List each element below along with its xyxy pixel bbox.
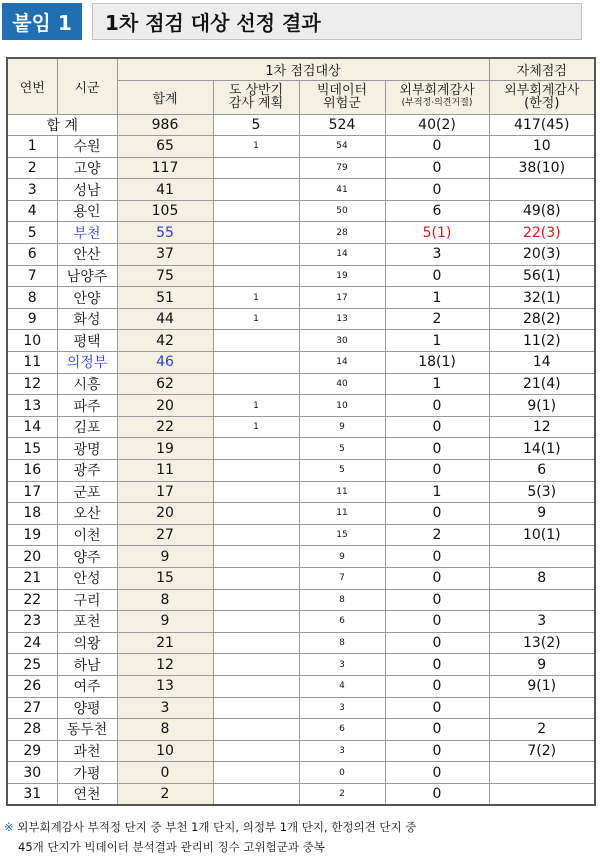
row-bigdata: 14 [299, 244, 385, 266]
row-province [213, 157, 299, 179]
row-no: 19 [7, 524, 57, 546]
row-no: 17 [7, 481, 57, 503]
col-header-external-audit [385, 80, 489, 114]
row-external: 1 [385, 287, 489, 309]
row-bigdata: 17 [299, 287, 385, 309]
row-no: 11 [7, 352, 57, 374]
row-province [213, 654, 299, 676]
row-bigdata: 28 [299, 222, 385, 244]
col-header-city: 시군 [57, 58, 117, 114]
row-external: 0 [385, 611, 489, 633]
row-province: 1 [213, 416, 299, 438]
table-row [7, 438, 595, 460]
row-no: 21 [7, 567, 57, 589]
table-row [7, 675, 595, 697]
external-audit-line2: (부적정·의견거절) [401, 98, 473, 108]
row-self: 14(1) [489, 438, 595, 460]
row-province [213, 244, 299, 266]
row-external: 0 [385, 783, 489, 805]
row-bigdata: 6 [299, 719, 385, 741]
sum-external: 40(2) [385, 114, 489, 136]
table-row [7, 481, 595, 503]
row-no: 22 [7, 589, 57, 611]
row-external: 0 [385, 136, 489, 158]
table-row [7, 308, 595, 330]
row-city: 의정부 [57, 352, 117, 374]
table-row [7, 287, 595, 309]
row-no: 10 [7, 330, 57, 352]
row-no: 15 [7, 438, 57, 460]
table-row [7, 222, 595, 244]
table-row [7, 567, 595, 589]
row-external: 0 [385, 697, 489, 719]
row-no: 13 [7, 395, 57, 417]
col-group-self-check: 자체점검 [489, 58, 595, 80]
row-external: 1 [385, 481, 489, 503]
row-self [489, 697, 595, 719]
row-bigdata: 6 [299, 611, 385, 633]
footnote-text1: 외부회계감사 부적정 단지 중 부천 1개 단지, 의정부 1개 단지, 한정의견 단지 중 [17, 820, 417, 834]
row-bigdata: 0 [299, 762, 385, 784]
row-no: 9 [7, 308, 57, 330]
row-province [213, 352, 299, 374]
row-no: 14 [7, 416, 57, 438]
row-no: 1 [7, 136, 57, 158]
row-city: 과천 [57, 740, 117, 762]
table-row [7, 524, 595, 546]
province-audit-line2: 감사 계획 [228, 96, 284, 111]
row-city: 광주 [57, 460, 117, 482]
row-total: 65 [117, 136, 213, 158]
row-self: 6 [489, 460, 595, 482]
col-header-self-audit [489, 80, 595, 114]
row-external: 0 [385, 719, 489, 741]
row-city: 동두천 [57, 719, 117, 741]
row-city: 남양주 [57, 265, 117, 287]
row-province [213, 481, 299, 503]
row-total: 20 [117, 503, 213, 525]
row-self: 11(2) [489, 330, 595, 352]
row-bigdata: 40 [299, 373, 385, 395]
row-city: 포천 [57, 611, 117, 633]
row-bigdata: 9 [299, 546, 385, 568]
row-external: 0 [385, 460, 489, 482]
row-no: 8 [7, 287, 57, 309]
row-province [213, 265, 299, 287]
row-self: 10(1) [489, 524, 595, 546]
sum-self: 417(45) [489, 114, 595, 136]
row-bigdata: 11 [299, 503, 385, 525]
row-city: 군포 [57, 481, 117, 503]
row-self [489, 589, 595, 611]
sum-row [7, 114, 595, 136]
row-city: 광명 [57, 438, 117, 460]
row-province [213, 589, 299, 611]
row-no: 25 [7, 654, 57, 676]
row-self [489, 762, 595, 784]
row-city: 용인 [57, 200, 117, 222]
row-city: 김포 [57, 416, 117, 438]
row-province [213, 740, 299, 762]
row-province [213, 524, 299, 546]
appendix-badge: 붙임 1 [2, 3, 82, 40]
row-external: 18(1) [385, 352, 489, 374]
row-city: 이천 [57, 524, 117, 546]
table-row [7, 719, 595, 741]
row-total: 27 [117, 524, 213, 546]
row-bigdata: 19 [299, 265, 385, 287]
row-total: 41 [117, 179, 213, 201]
row-external: 0 [385, 589, 489, 611]
row-total: 37 [117, 244, 213, 266]
row-self [489, 179, 595, 201]
row-self: 9 [489, 654, 595, 676]
row-province [213, 438, 299, 460]
row-province [213, 567, 299, 589]
row-total: 15 [117, 567, 213, 589]
row-self [489, 546, 595, 568]
row-no: 28 [7, 719, 57, 741]
row-province [213, 611, 299, 633]
table-row [7, 200, 595, 222]
col-group-first-check: 1차 점검대상 [117, 58, 489, 80]
row-external: 1 [385, 330, 489, 352]
table-row [7, 697, 595, 719]
row-self: 49(8) [489, 200, 595, 222]
table-row [7, 373, 595, 395]
row-self: 20(3) [489, 244, 595, 266]
row-province [213, 719, 299, 741]
row-total: 11 [117, 460, 213, 482]
row-province: 1 [213, 395, 299, 417]
row-total: 55 [117, 222, 213, 244]
row-province [213, 783, 299, 805]
row-external: 2 [385, 308, 489, 330]
row-province [213, 632, 299, 654]
row-self: 14 [489, 352, 595, 374]
row-bigdata: 7 [299, 567, 385, 589]
row-self: 10 [489, 136, 595, 158]
row-total: 19 [117, 438, 213, 460]
province-audit-line1: 도 상반기 [228, 83, 284, 98]
row-province [213, 222, 299, 244]
row-no: 5 [7, 222, 57, 244]
row-external: 0 [385, 265, 489, 287]
row-external: 0 [385, 675, 489, 697]
row-self: 38(10) [489, 157, 595, 179]
row-external: 0 [385, 503, 489, 525]
row-external: 2 [385, 524, 489, 546]
table-row [7, 589, 595, 611]
row-no: 31 [7, 783, 57, 805]
row-external: 0 [385, 654, 489, 676]
table-row [7, 783, 595, 805]
row-city: 안성 [57, 567, 117, 589]
row-total: 8 [117, 719, 213, 741]
row-total: 20 [117, 395, 213, 417]
row-province [213, 460, 299, 482]
row-external: 0 [385, 740, 489, 762]
row-no: 29 [7, 740, 57, 762]
row-province: 1 [213, 136, 299, 158]
row-city: 연천 [57, 783, 117, 805]
row-bigdata: 15 [299, 524, 385, 546]
row-external: 0 [385, 567, 489, 589]
row-no: 20 [7, 546, 57, 568]
row-province [213, 373, 299, 395]
table-row [7, 460, 595, 482]
row-city: 양주 [57, 546, 117, 568]
row-total: 10 [117, 740, 213, 762]
row-self: 2 [489, 719, 595, 741]
row-self: 9(1) [489, 395, 595, 417]
row-no: 6 [7, 244, 57, 266]
row-no: 26 [7, 675, 57, 697]
row-self: 22(3) [489, 222, 595, 244]
row-external: 5(1) [385, 222, 489, 244]
row-total: 9 [117, 546, 213, 568]
row-bigdata: 4 [299, 675, 385, 697]
row-no: 24 [7, 632, 57, 654]
row-province [213, 675, 299, 697]
table-row [7, 632, 595, 654]
row-total: 17 [117, 481, 213, 503]
row-self: 13(2) [489, 632, 595, 654]
bigdata-line1: 빅데이터 [316, 83, 368, 98]
table-row [7, 762, 595, 784]
row-city: 파주 [57, 395, 117, 417]
row-total: 117 [117, 157, 213, 179]
table-row [7, 503, 595, 525]
footnote-line2: 45개 단지가 빅데이터 분석결과 관리비 징수 고위험군과 중복 [18, 840, 325, 854]
row-external: 0 [385, 762, 489, 784]
row-bigdata: 9 [299, 416, 385, 438]
footnote [4, 817, 600, 857]
sum-province: 5 [213, 114, 299, 136]
row-self: 9 [489, 503, 595, 525]
row-total: 8 [117, 589, 213, 611]
row-bigdata: 2 [299, 783, 385, 805]
row-city: 평택 [57, 330, 117, 352]
row-external: 0 [385, 157, 489, 179]
row-external: 0 [385, 179, 489, 201]
row-total: 105 [117, 200, 213, 222]
row-total: 3 [117, 697, 213, 719]
row-total: 12 [117, 654, 213, 676]
row-bigdata: 3 [299, 697, 385, 719]
row-province [213, 200, 299, 222]
row-total: 42 [117, 330, 213, 352]
row-city: 가평 [57, 762, 117, 784]
row-external: 0 [385, 395, 489, 417]
row-external: 0 [385, 416, 489, 438]
row-bigdata: 14 [299, 352, 385, 374]
row-self: 56(1) [489, 265, 595, 287]
row-no: 23 [7, 611, 57, 633]
row-bigdata: 5 [299, 438, 385, 460]
row-city: 성남 [57, 179, 117, 201]
row-bigdata: 8 [299, 589, 385, 611]
table-row [7, 352, 595, 374]
row-external: 0 [385, 438, 489, 460]
page-title: 1차 점검 대상 선정 결과 [92, 3, 582, 40]
row-external: 6 [385, 200, 489, 222]
col-header-no: 연번 [7, 58, 57, 114]
row-no: 16 [7, 460, 57, 482]
row-total: 13 [117, 675, 213, 697]
row-bigdata: 8 [299, 632, 385, 654]
row-external: 1 [385, 373, 489, 395]
row-province [213, 179, 299, 201]
row-city: 의왕 [57, 632, 117, 654]
row-bigdata: 30 [299, 330, 385, 352]
table-row [7, 395, 595, 417]
row-self: 32(1) [489, 287, 595, 309]
row-bigdata: 5 [299, 460, 385, 482]
self-audit-line1: 외부회계감사 [504, 83, 580, 98]
row-bigdata: 10 [299, 395, 385, 417]
result-table [6, 57, 596, 806]
row-city: 여주 [57, 675, 117, 697]
row-bigdata: 41 [299, 179, 385, 201]
row-city: 시흥 [57, 373, 117, 395]
table-row [7, 265, 595, 287]
row-province [213, 503, 299, 525]
row-total: 2 [117, 783, 213, 805]
row-bigdata: 54 [299, 136, 385, 158]
row-province [213, 762, 299, 784]
table-row [7, 179, 595, 201]
row-bigdata: 79 [299, 157, 385, 179]
row-city: 수원 [57, 136, 117, 158]
row-self: 7(2) [489, 740, 595, 762]
row-total: 51 [117, 287, 213, 309]
row-city: 구리 [57, 589, 117, 611]
row-total: 21 [117, 632, 213, 654]
footnote-line1 [4, 817, 600, 837]
row-self: 5(3) [489, 481, 595, 503]
sum-bigdata: 524 [299, 114, 385, 136]
row-no: 18 [7, 503, 57, 525]
row-self [489, 783, 595, 805]
bigdata-line2: 위험군 [323, 96, 361, 111]
col-header-bigdata [299, 80, 385, 114]
row-no: 2 [7, 157, 57, 179]
row-bigdata: 3 [299, 654, 385, 676]
row-total: 0 [117, 762, 213, 784]
table-row [7, 136, 595, 158]
row-total: 46 [117, 352, 213, 374]
row-province: 1 [213, 287, 299, 309]
self-audit-line2: (한정) [524, 96, 560, 111]
row-province [213, 546, 299, 568]
row-city: 안산 [57, 244, 117, 266]
row-self: 28(2) [489, 308, 595, 330]
table-row [7, 611, 595, 633]
row-city: 부천 [57, 222, 117, 244]
row-total: 44 [117, 308, 213, 330]
row-no: 30 [7, 762, 57, 784]
row-no: 4 [7, 200, 57, 222]
col-header-total: 합계 [117, 80, 213, 114]
row-no: 7 [7, 265, 57, 287]
row-province [213, 697, 299, 719]
row-city: 양평 [57, 697, 117, 719]
row-city: 고양 [57, 157, 117, 179]
row-external: 3 [385, 244, 489, 266]
table-row [7, 740, 595, 762]
row-city: 화성 [57, 308, 117, 330]
row-self: 9(1) [489, 675, 595, 697]
row-total: 22 [117, 416, 213, 438]
table-row [7, 330, 595, 352]
row-no: 3 [7, 179, 57, 201]
row-city: 안양 [57, 287, 117, 309]
row-bigdata: 13 [299, 308, 385, 330]
sum-label: 합 계 [7, 114, 117, 136]
sum-total: 986 [117, 114, 213, 136]
row-self: 12 [489, 416, 595, 438]
row-bigdata: 50 [299, 200, 385, 222]
row-city: 하남 [57, 654, 117, 676]
row-self: 21(4) [489, 373, 595, 395]
table-row [7, 654, 595, 676]
row-external: 0 [385, 546, 489, 568]
external-audit-line1: 외부회계감사 [399, 83, 475, 98]
table-row [7, 416, 595, 438]
row-city: 오산 [57, 503, 117, 525]
row-no: 12 [7, 373, 57, 395]
table-row [7, 157, 595, 179]
row-no: 27 [7, 697, 57, 719]
row-total: 9 [117, 611, 213, 633]
table-row [7, 244, 595, 266]
row-bigdata: 3 [299, 740, 385, 762]
row-province: 1 [213, 308, 299, 330]
page-header [0, 0, 600, 46]
row-total: 62 [117, 373, 213, 395]
col-header-province-audit [213, 80, 299, 114]
row-province [213, 330, 299, 352]
row-self: 8 [489, 567, 595, 589]
table-row [7, 546, 595, 568]
row-self: 3 [489, 611, 595, 633]
row-total: 75 [117, 265, 213, 287]
row-bigdata: 11 [299, 481, 385, 503]
footnote-mark: ※ [4, 820, 14, 834]
row-external: 0 [385, 632, 489, 654]
